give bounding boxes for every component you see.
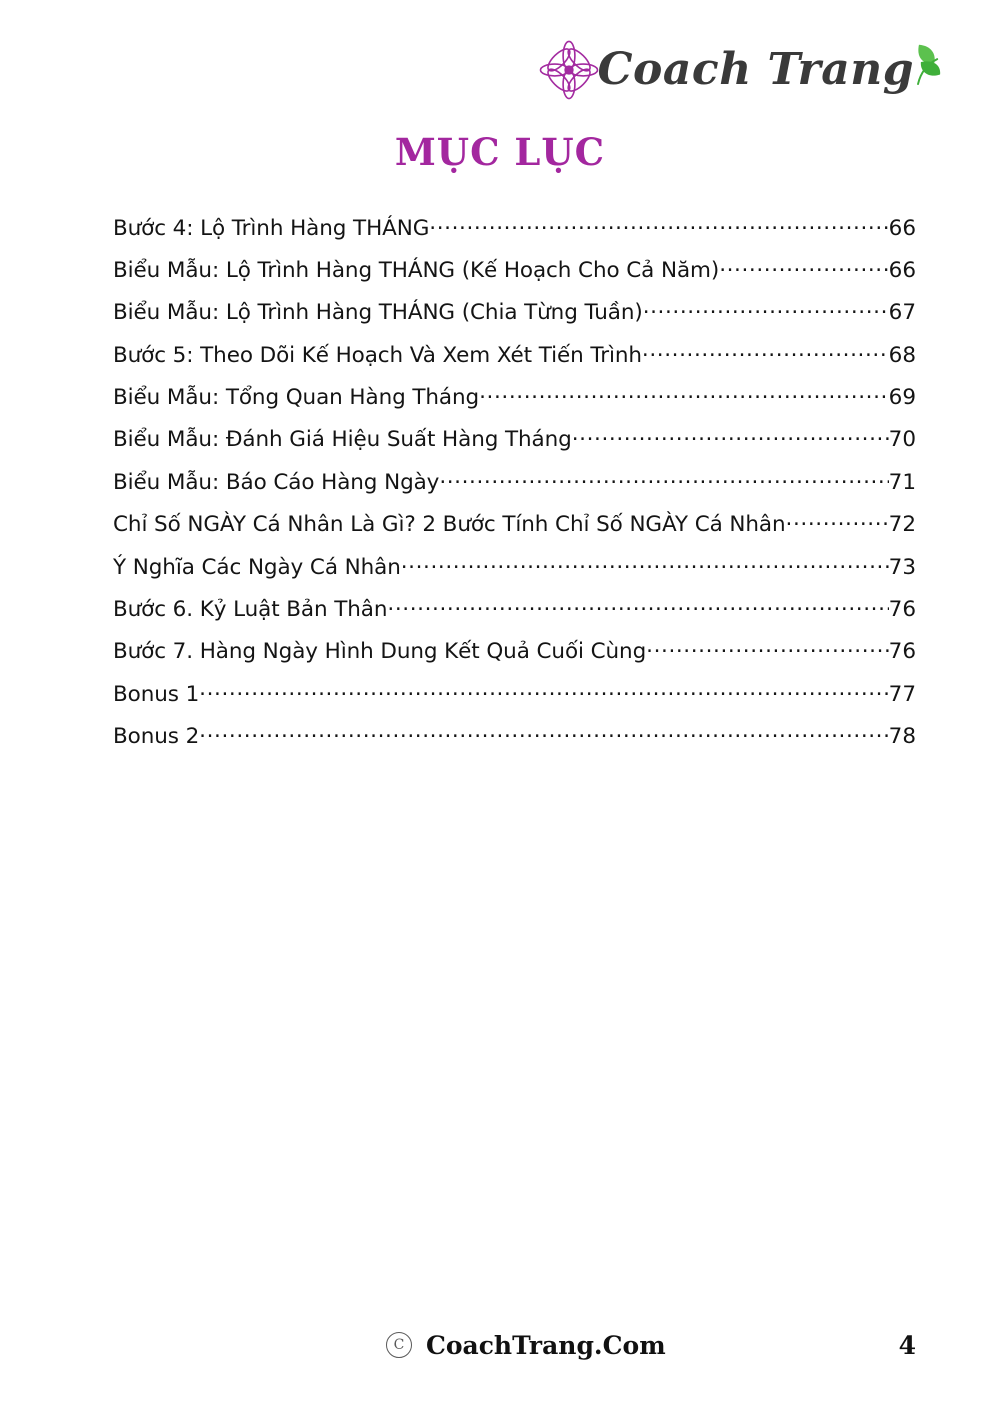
toc-leader-dots bbox=[387, 595, 888, 617]
toc-entry-label: Bonus 1 bbox=[113, 681, 200, 707]
toc-leader-dots bbox=[479, 383, 889, 405]
toc-entry[interactable] bbox=[113, 637, 916, 679]
toc-entry[interactable] bbox=[113, 383, 916, 425]
toc-leader-dots bbox=[642, 340, 889, 362]
toc-entry-label: Bước 7. Hàng Ngày Hình Dung Kết Quả Cuối Cùng bbox=[113, 639, 647, 665]
toc-entry[interactable] bbox=[113, 213, 916, 255]
copyright-icon: C bbox=[386, 1332, 412, 1358]
toc-entry-page: 70 bbox=[888, 427, 916, 453]
toc-entry[interactable] bbox=[113, 340, 916, 382]
toc-entry-page: 66 bbox=[888, 215, 916, 241]
brand-name: Coach Trang bbox=[597, 44, 914, 95]
toc-entry-label: Biểu Mẫu: Tổng Quan Hàng Tháng bbox=[113, 385, 480, 411]
toc-entry-page: 78 bbox=[888, 724, 916, 750]
toc-entry[interactable] bbox=[113, 255, 916, 297]
page-footer bbox=[113, 1325, 916, 1365]
toc-entry-label: Biểu Mẫu: Lộ Trình Hàng THÁNG (Kế Hoạch Cho Cả Năm) bbox=[113, 257, 720, 283]
toc-entry-label: Biểu Mẫu: Báo Cáo Hàng Ngày bbox=[113, 469, 440, 495]
toc-leader-dots bbox=[199, 722, 888, 744]
toc-entry-label: Chỉ Số NGÀY Cá Nhân Là Gì? 2 Bước Tính Chỉ Số NGÀY Cá Nhân bbox=[113, 512, 786, 538]
brand-logo bbox=[538, 30, 942, 110]
footer-site-name: CoachTrang.Com bbox=[425, 1330, 666, 1360]
toc-entry-page: 71 bbox=[888, 469, 916, 495]
toc-leader-dots bbox=[643, 298, 889, 320]
toc-entry-label: Bước 4: Lộ Trình Hàng THÁNG bbox=[113, 215, 430, 241]
table-of-contents bbox=[113, 213, 916, 764]
toc-entry[interactable] bbox=[113, 722, 916, 764]
toc-entry-label: Bonus 2 bbox=[113, 724, 200, 750]
toc-leader-dots bbox=[401, 552, 889, 574]
toc-entry-page: 68 bbox=[888, 342, 916, 368]
toc-entry-page: 72 bbox=[888, 512, 916, 538]
footer-copyright-block bbox=[153, 1331, 899, 1360]
toc-leader-dots bbox=[429, 213, 888, 235]
toc-entry-page: 76 bbox=[888, 597, 916, 623]
toc-entry-label: Ý Nghĩa Các Ngày Cá Nhân bbox=[113, 554, 401, 580]
toc-entry[interactable] bbox=[113, 679, 916, 721]
toc-entry-label: Bước 5: Theo Dõi Kế Hoạch Và Xem Xét Tiến Trình bbox=[113, 342, 642, 368]
toc-leader-dots bbox=[646, 637, 889, 659]
toc-entry-page: 66 bbox=[888, 257, 916, 283]
toc-entry-label: Bước 6. Kỷ Luật Bản Thân bbox=[113, 597, 388, 623]
toc-entry-page: 73 bbox=[888, 554, 916, 580]
footer-page-number: 4 bbox=[898, 1330, 916, 1360]
toc-entry-page: 77 bbox=[888, 681, 916, 707]
flower-icon bbox=[538, 39, 600, 101]
toc-entry-page: 76 bbox=[888, 639, 916, 665]
toc-leader-dots bbox=[199, 679, 888, 701]
toc-entry[interactable] bbox=[113, 552, 916, 594]
toc-leader-dots bbox=[572, 425, 889, 447]
toc-entry[interactable] bbox=[113, 595, 916, 637]
toc-leader-dots bbox=[439, 467, 888, 489]
toc-leader-dots bbox=[786, 510, 889, 532]
leaf-icon bbox=[894, 38, 942, 86]
toc-leader-dots bbox=[719, 255, 888, 277]
page-title: MỤC LỤC bbox=[394, 130, 606, 174]
toc-entry[interactable] bbox=[113, 510, 916, 552]
toc-entry[interactable] bbox=[113, 467, 916, 509]
toc-entry-label: Biểu Mẫu: Lộ Trình Hàng THÁNG (Chia Từng Tuần) bbox=[113, 300, 643, 326]
toc-entry[interactable] bbox=[113, 425, 916, 467]
toc-entry-label: Biểu Mẫu: Đánh Giá Hiệu Suất Hàng Tháng bbox=[113, 427, 572, 453]
toc-entry-page: 67 bbox=[888, 300, 916, 326]
toc-entry-page: 69 bbox=[888, 385, 916, 411]
toc-entry[interactable] bbox=[113, 298, 916, 340]
